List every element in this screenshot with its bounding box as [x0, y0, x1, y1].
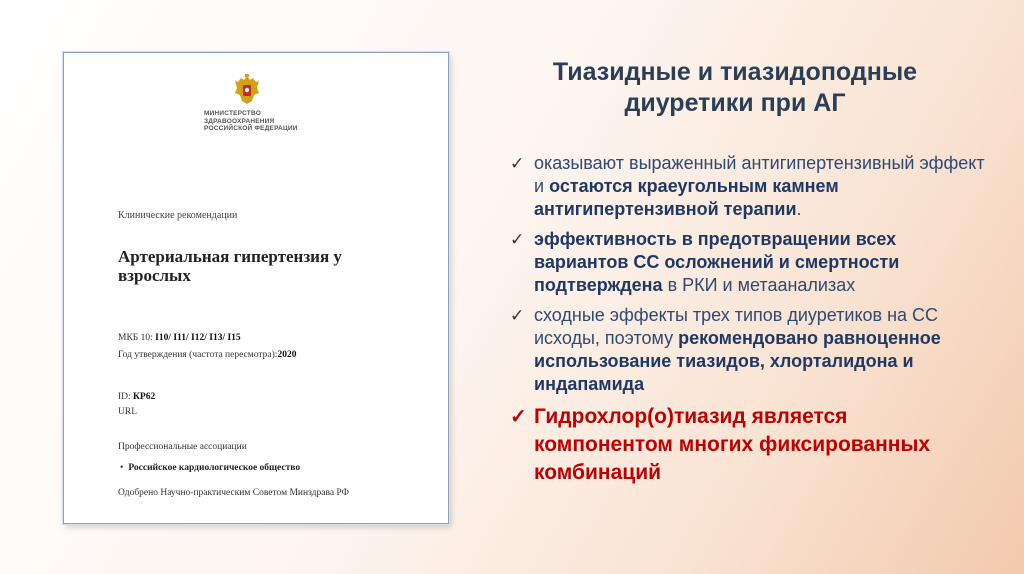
- mkb-label: МКБ 10:: [118, 333, 156, 343]
- ministry-line-2: ЗДРАВООХРАНЕНИЯ: [204, 117, 275, 125]
- association-name: Российское кардиологическое общество: [128, 463, 301, 473]
- document-title: Артериальная гипертензия у взрослых: [118, 247, 342, 285]
- document-id: [118, 392, 155, 402]
- id-value: КР62: [133, 392, 156, 402]
- ministry-line-3: РОССИЙСКОЙ ФЕДЕРАЦИИ: [204, 125, 298, 132]
- bullet-item: [510, 304, 985, 396]
- bullet-emphasis: рекомендовано равноценное использование тиазидов, хлорталидона и индапамида: [534, 328, 941, 394]
- check-icon: ✓: [510, 406, 527, 428]
- document-type: Клинические рекомендации: [118, 210, 238, 221]
- approved-by: Одобрено Научно-практическим Советом Минздрава РФ: [118, 488, 350, 498]
- id-label: ID:: [118, 392, 134, 402]
- bullet-item: [510, 152, 985, 221]
- association-item: [120, 463, 300, 473]
- slide-title: Тиазидные и тиазидоподные диуретики при АГ: [552, 58, 918, 117]
- bullet-text: в РКИ и метаанализах: [662, 275, 856, 295]
- bullet-list: [510, 152, 985, 494]
- bullet-item: [510, 228, 985, 297]
- check-icon: ✓: [510, 230, 525, 249]
- mkb-codes: [118, 333, 241, 343]
- bullet-item-highlight: [510, 403, 985, 487]
- check-icon: ✓: [510, 306, 525, 325]
- bullet-text: оказывают выраженный антигипертензивный эффект и: [534, 153, 985, 196]
- guideline-document-preview: [63, 52, 449, 524]
- coat-of-arms-icon: [232, 73, 262, 107]
- bullet-text: .: [796, 199, 802, 219]
- ministry-line-1: МИНИСТЕРСТВО: [204, 110, 261, 117]
- approval-year: [118, 350, 296, 360]
- bullet-dot-icon: •: [120, 463, 124, 473]
- document-url: URL: [118, 407, 137, 417]
- ministry-name: [204, 110, 324, 133]
- check-icon: ✓: [510, 154, 525, 173]
- bullet-emphasis: остаются краеугольным камнем антигипертензивной терапии: [534, 176, 839, 219]
- bullet-text: Гидрохлор(о)тиазид является компонентом многих фиксированных комбинаций: [534, 405, 931, 484]
- bullet-text: сходные эффекты трех типов диуретиков на СС исходы, поэтому: [534, 305, 939, 348]
- associations-label: Профессиональные ассоциации: [118, 442, 247, 452]
- approval-label: Год утверждения (частота пересмотра):: [118, 350, 278, 360]
- approval-value: 2020: [277, 350, 297, 360]
- mkb-values: I10/ I11/ I12/ I13/ I15: [155, 333, 241, 343]
- bullet-emphasis: эффективность в предотвращении всех вариантов СС осложнений и смертности подтверждена: [534, 229, 900, 295]
